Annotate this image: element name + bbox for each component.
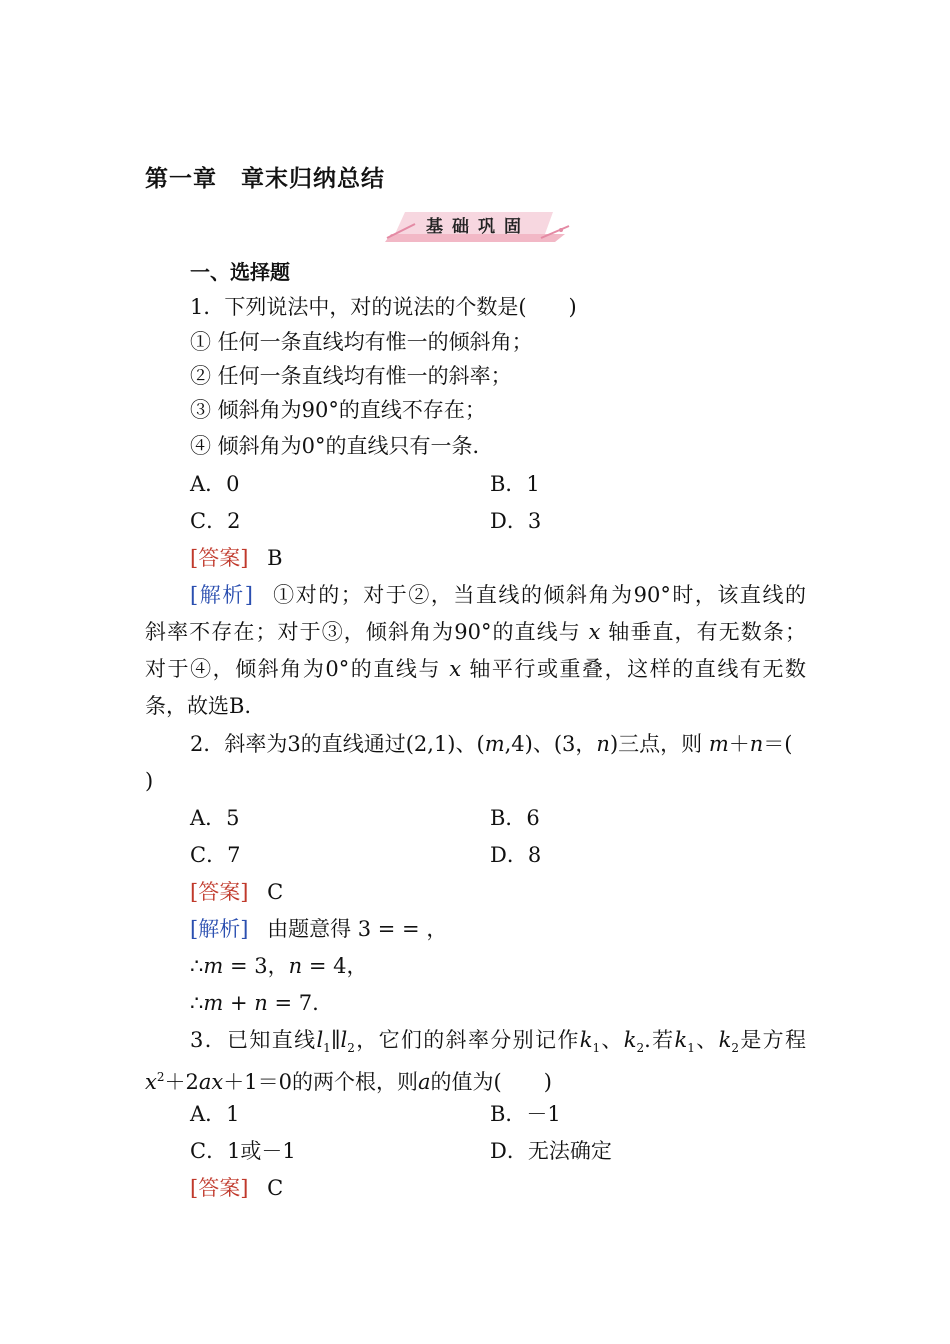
q1-option-a: A．0 (190, 472, 240, 496)
q2-analysis-line-3: ∴m + n = 7. (190, 991, 319, 1015)
q1-stem: 1．下列说法中，对的说法的个数是( ) (190, 295, 577, 319)
q2-stem-cont: ) (145, 769, 154, 793)
answer-value: C (267, 880, 284, 904)
q1-option-b: B．1 (490, 472, 540, 496)
q2-stem: 2．斜率为3的直线通过(2,1)、(m,4)、(3，n)三点，则 m＋n＝( (190, 732, 793, 756)
answer-tag: [答案] (190, 546, 249, 570)
q2-option-b: B．6 (490, 806, 540, 830)
q1-answer (190, 543, 283, 573)
q1-statement-2: ② 任何一条直线均有惟一的斜率； (190, 364, 512, 388)
analysis-tag: [解析] (190, 917, 249, 941)
q2-answer (190, 877, 283, 907)
q3-option-a: A．1 (190, 1102, 240, 1126)
answer-tag: [答案] (190, 880, 249, 904)
q1-analysis-line-3: 对于④，倾斜角为0°的直线与 x 轴平行或重叠，这样的直线有无数 (145, 657, 806, 681)
q2-option-c: C．7 (190, 843, 241, 867)
q3-option-c: C．1或－1 (190, 1139, 296, 1163)
q1-option-c: C．2 (190, 509, 241, 533)
q1-analysis-line-2: 斜率不存在；对于③，倾斜角为90°的直线与 x 轴垂直，有无数条； (145, 620, 806, 644)
banner-label: 基础巩固 (426, 217, 530, 237)
q3-stem-cont: $x^2+2ax+1=0$的两个根，则a的值为( ) (145, 1070, 552, 1094)
q3-answer (190, 1173, 283, 1203)
q1-analysis-line-4: 条，故选B. (145, 694, 252, 718)
q3-stem: 3．已知直线$l_1\parallel l_2$，它们的斜率分别记作$k_1$、$k_2$.若$k_1$、$k_2$是方程 (190, 1028, 807, 1056)
q3-option-b: B．－1 (490, 1102, 561, 1126)
q2-option-d: D．8 (490, 843, 542, 867)
answer-tag: [答案] (190, 1176, 249, 1200)
q3-option-d: D．无法确定 (490, 1139, 612, 1163)
q1-analysis-line-1: [解析] ①对的；对于②，当直线的倾斜角为90°时，该直线的 (190, 583, 806, 607)
chapter-title: 第一章 章末归纳总结 (145, 166, 385, 192)
q2-analysis-line-1: [解析] 由题意得 3 = = ， (190, 917, 448, 941)
analysis-tag: [解析] (190, 583, 253, 607)
q2-analysis-line-2: ∴m = 3，n = 4， (190, 954, 368, 978)
q1-option-d: D．3 (490, 509, 542, 533)
q2-option-a: A．5 (190, 806, 240, 830)
section-banner (385, 208, 571, 244)
q1-statement-3: ③ 倾斜角为90°的直线不存在； (190, 398, 486, 422)
q1-statement-1: ① 任何一条直线均有惟一的倾斜角； (190, 330, 533, 354)
section-heading: 一、选择题 (190, 260, 290, 284)
answer-value: B (267, 546, 283, 570)
q1-statement-4: ④ 倾斜角为0°的直线只有一条． (190, 434, 494, 458)
answer-value: C (267, 1176, 284, 1200)
